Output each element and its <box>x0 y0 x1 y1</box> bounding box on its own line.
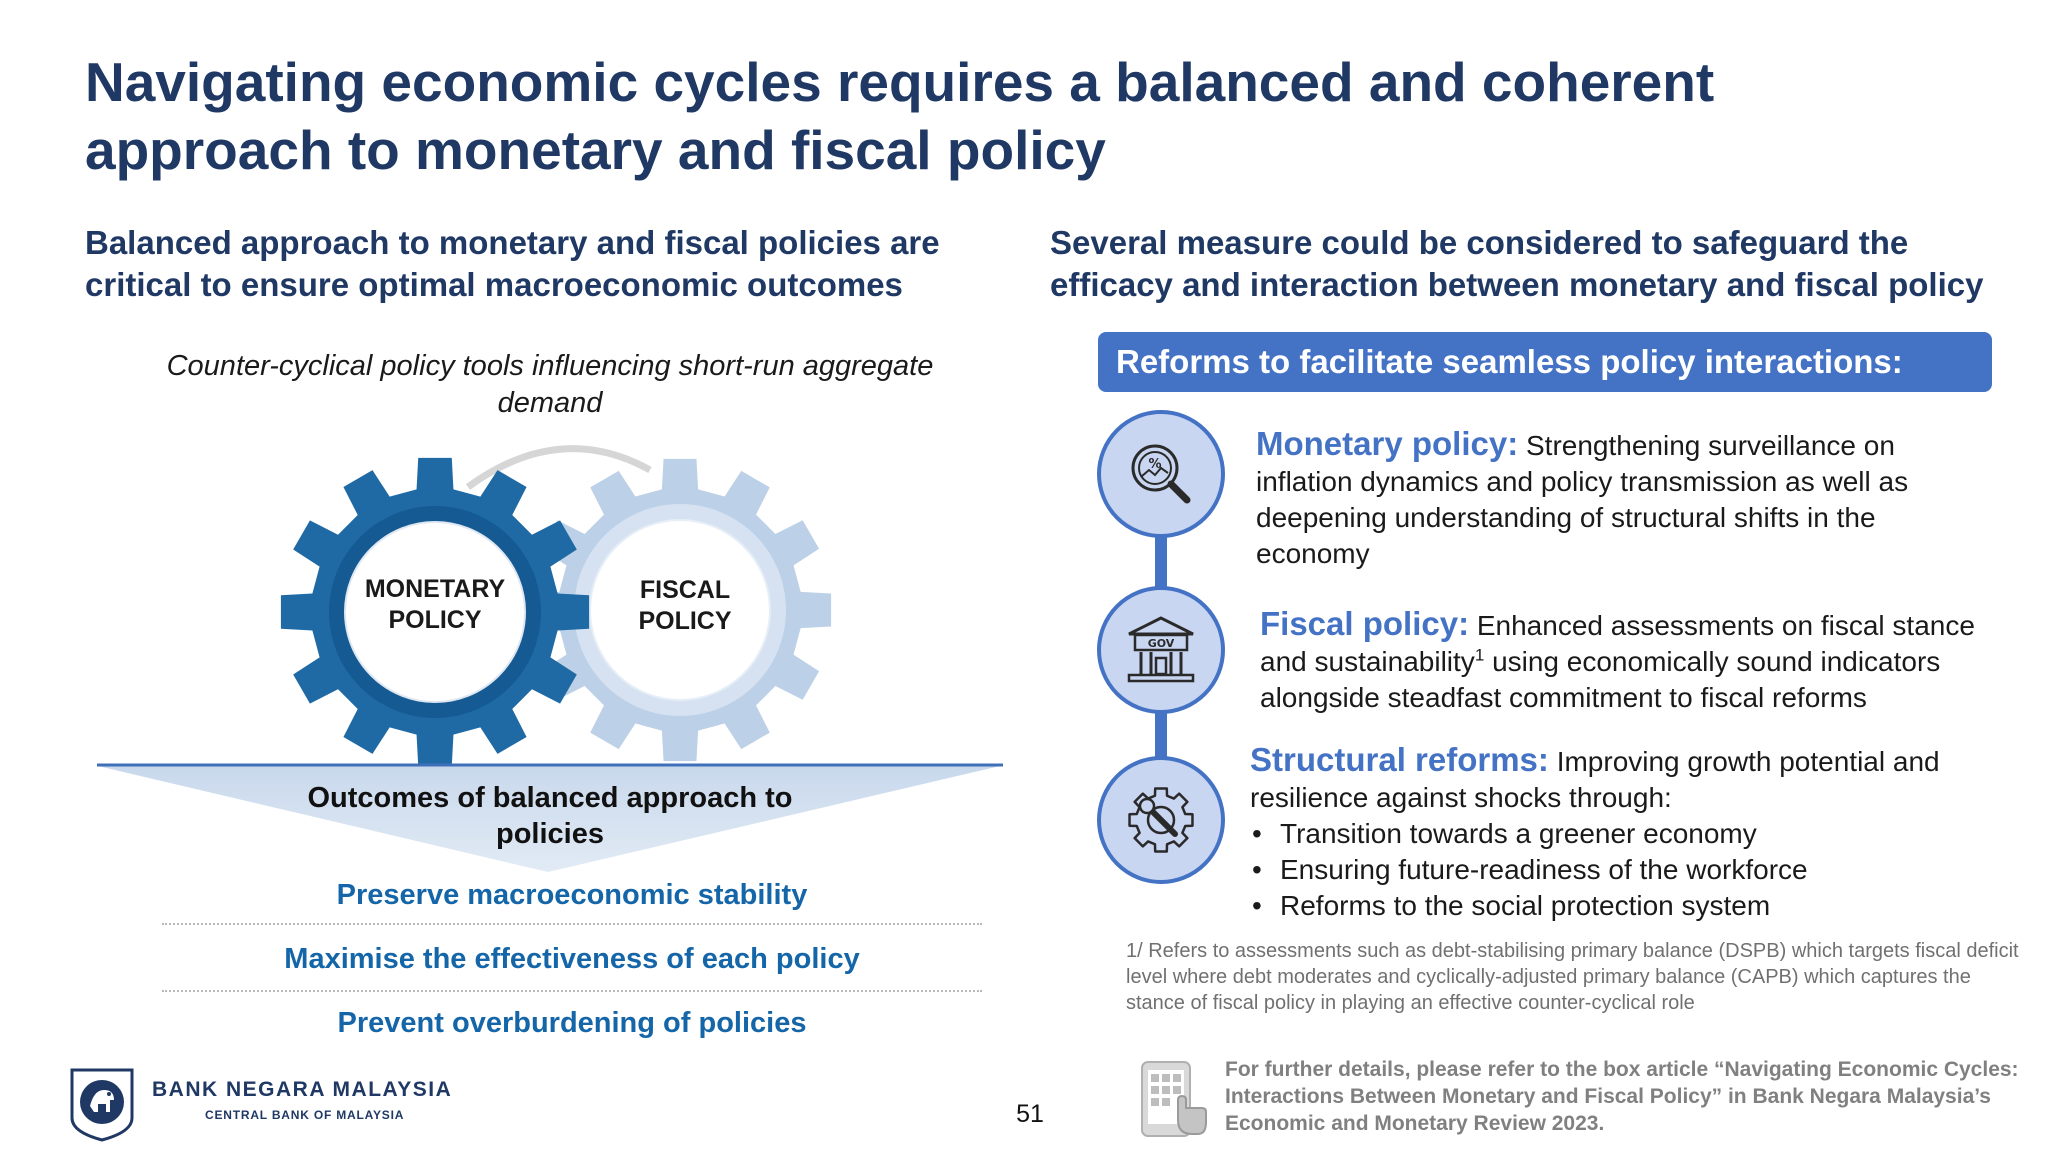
bullet-item: • Reforms to the social protection system <box>1250 888 2010 924</box>
outcome-divider <box>162 990 982 992</box>
reforms-banner: Reforms to facilitate seamless policy interactions: <box>1098 332 1992 392</box>
bullet-item: • Ensuring future-readiness of the workforce <box>1250 852 2010 888</box>
left-section-heading: Balanced approach to monetary and fiscal policies are critical to ensure optimal macroeconomic outcomes <box>85 224 940 303</box>
outcomes-heading: Outcomes of balanced approach to policies <box>307 782 793 850</box>
right-section-heading: Several measure could be considered to safeguard the efficacy and interaction between monetary and fiscal policy <box>1050 224 1984 303</box>
bank-subtitle: CENTRAL BANK OF MALAYSIA <box>205 1108 405 1122</box>
fiscal-policy-label <box>595 575 775 637</box>
outcome-item: Prevent overburdening of policies <box>337 1007 807 1039</box>
reform-description: Enhanced assessments on fiscal stance and sustainability <box>1260 610 1975 677</box>
page-title: Navigating economic cycles requires a balanced and coherent approach to monetary and fiscal policy <box>85 51 1715 181</box>
gears-caption: Counter-cyclical policy tools influencing short-run aggregate demand <box>166 350 934 419</box>
further-details-note: For further details, please refer to the box article “Navigating Economic Cycles: Interactions Between Monetary and Fiscal Policy” in Bank Negara Malaysia’s Economic and Monetary Review 2023. <box>1225 1058 2019 1135</box>
reform-name: Fiscal policy: <box>1260 605 1470 642</box>
fiscal-reform-text <box>1260 606 2020 716</box>
page-number: 51 <box>1016 1100 1044 1128</box>
fiscal-label-line2: POLICY <box>638 607 732 635</box>
reform-name: Structural reforms: <box>1250 741 1549 778</box>
fiscal-reform-badge <box>1097 586 1225 714</box>
reform-description: Improving growth potential and resilience against shocks through: <box>1250 746 1940 813</box>
structural-reform-badge <box>1097 756 1225 884</box>
monetary-policy-label <box>345 574 525 636</box>
reform-description-cont: using economically sound indicators alongside steadfast commitment to fiscal reforms <box>1260 646 1941 713</box>
outcome-item: Preserve macroeconomic stability <box>336 879 808 911</box>
fiscal-label-line1: FISCAL <box>639 576 731 604</box>
tablet-touch-icon <box>1138 1060 1208 1140</box>
gear-wrench-icon <box>1125 784 1197 856</box>
monetary-reform-badge <box>1097 410 1225 538</box>
monetary-reform-text <box>1256 426 1946 572</box>
outcome-item: Maximise the effectiveness of each policy <box>284 943 860 975</box>
reform-name: Monetary policy: <box>1256 425 1519 462</box>
bank-name: BANK NEGARA MALAYSIA <box>152 1078 453 1101</box>
reform-description: Strengthening surveillance on inflation dynamics and policy transmission as well as deepening understanding of structural shifts in the economy <box>1256 430 1909 569</box>
monetary-label-line2: POLICY <box>388 606 482 634</box>
inflation-magnifier-icon <box>1125 438 1197 510</box>
outcome-divider <box>162 923 982 925</box>
bullet-item: • Transition towards a greener economy <box>1250 816 2010 852</box>
footnote-marker: 1 <box>1474 645 1485 665</box>
monetary-label-line1: MONETARY <box>364 575 506 603</box>
government-building-icon <box>1125 614 1197 686</box>
gov-icon-label: GOV <box>1147 637 1175 650</box>
bank-negara-logo <box>68 1066 136 1142</box>
footnote: 1/ Refers to assessments such as debt-stabilising primary balance (DSPB) which targets fiscal deficit level where debt moderates and cyclically-adjusted primary balance (CAPB) which captures the stance of fiscal policy in playing an effective counter-cyclical role <box>1126 940 2019 1014</box>
svg-text:%: % <box>1148 457 1162 472</box>
structural-reform-text <box>1250 742 2010 924</box>
reform-bullet-list <box>1250 816 2010 924</box>
